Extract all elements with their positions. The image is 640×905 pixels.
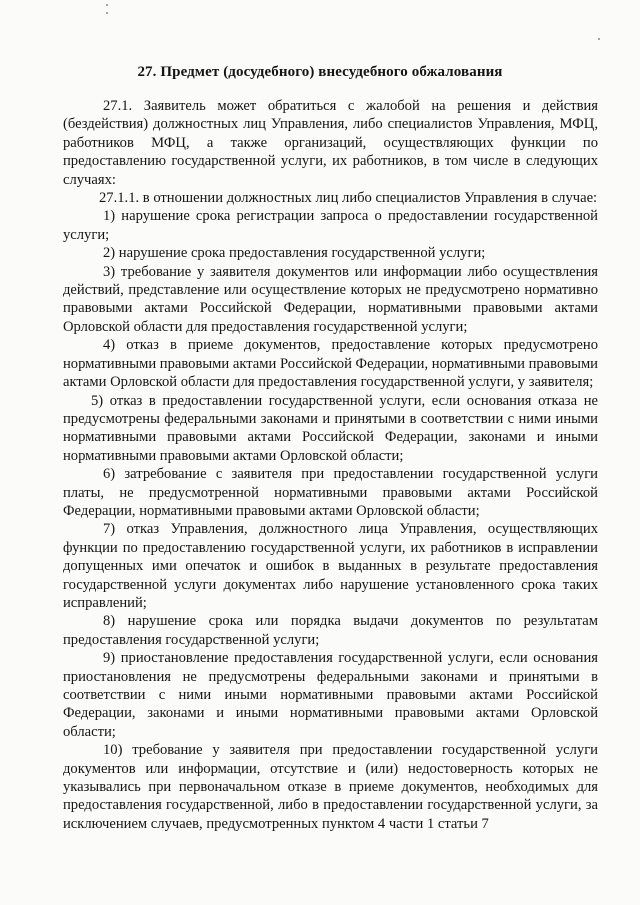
list-item-7: 7) отказ Управления, должностного лица Управления, осуществляющих функции по предоставлению государственной услуги, их работников в исправлении допущенных ими опечаток и ошибок в выданных в результате предоставления государственной услуги документах либо нарушение установленного срока таких исправлений; bbox=[63, 521, 598, 611]
list-item-8: 8) нарушение срока или порядка выдачи документов по результатам предоставления государственной услуги; bbox=[63, 613, 598, 648]
list-item-6: 6) затребование с заявителя при предоставлении государственной услуги платы, не предусмотренной нормативными правовыми актами Российской Федерации, нормативными правовыми актами Орловской области; bbox=[63, 466, 598, 519]
paragraph-27-1: 27.1. Заявитель может обратиться с жалобой на решения и действия (бездействия) должностных лиц Управления, либо специалистов Управления, МФЦ, работников МФЦ, а также организаций, осуществляющих функции по предоставлению государственной услуги, их работников, в том числе в следующих случаях: bbox=[63, 98, 598, 188]
paragraph-27-1-1: 27.1.1. в отношении должностных лиц либо специалистов Управления в случае: bbox=[99, 190, 598, 207]
list-item-10: 10) требование у заявителя при предоставлении государственной услуги документов или информации, отсутствие и (или) недостоверность которых не указывались при первоначальном отказе в приеме документов, необходимых для предоставления государственной, либо в предоставлении государственной услуги, за исключением случаев, предусмотренных пунктом 4 части 1 статьи 7 bbox=[63, 742, 598, 832]
list-item-2: 2) нарушение срока предоставления государственной услуги; bbox=[103, 245, 486, 262]
list-item-4: 4) отказ в приеме документов, предоставление которых предусмотрено нормативными правовыми актами Российской Федерации, нормативными правовыми актами Орловской области для предоставления государственной услуги, у заявителя; bbox=[63, 337, 598, 391]
list-item-1: 1) нарушение срока регистрации запроса о предоставлении государственной услуги; bbox=[63, 208, 598, 243]
scan-speck bbox=[106, 4, 108, 6]
list-item-5: 5) отказ в предоставлении государственной услуги, если основания отказа не предусмотрены федеральными законами и принятыми в соответствии с ними иными нормативными правовыми актами Российской Федерации, законами и иными нормативными правовыми актами Орловской области; bbox=[63, 392, 598, 464]
section-heading: 27. Предмет (досудебного) внесудебного обжалования bbox=[137, 64, 503, 80]
list-item-3: 3) требование у заявителя документов или информации либо осуществления действий, представление или осуществление которых не предусмотрено нормативно правовыми актами Российской Федерации, нормативными правовыми актами Орловской области для предоставления государственной услуги; bbox=[63, 263, 598, 335]
list-item-9: 9) приостановление предоставления государственной услуги, если основания приостановления не предусмотрены федеральными законами и принятыми в соответствии с ними иными нормативными правовыми актами Российской Федерации, законами и иными нормативными правовыми актами Орловской области; bbox=[63, 650, 598, 740]
scan-speck bbox=[598, 38, 600, 40]
scan-speck bbox=[106, 12, 108, 14]
document-body bbox=[63, 97, 598, 833]
